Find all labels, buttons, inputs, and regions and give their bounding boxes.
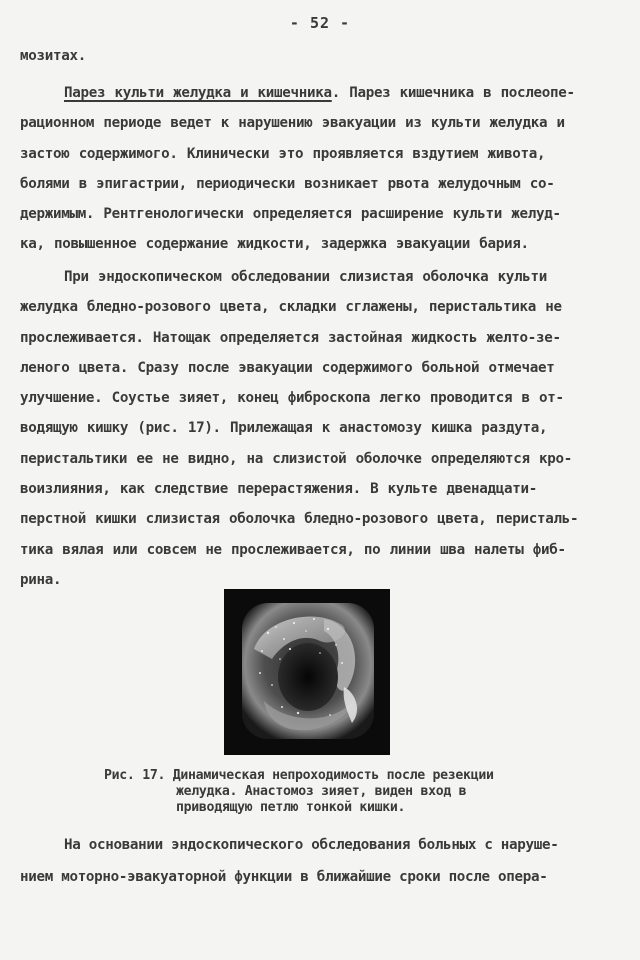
paragraph-endoscopy [20,262,620,595]
text-line: воизлияния, как следствие перерастяжения. В культе двенадцати- [20,481,537,498]
text-line: рина. [20,571,62,588]
text-line: леного цвета. Сразу после эвакуации содержимого больной отмечает [20,359,555,376]
text-line: желудка бледно-розового цвета, складки сглажены, перистальтика не [20,299,562,316]
figure-caption [104,768,574,816]
text-line: перистальтики ее не видно, на слизистой оболочке определяются кро- [20,450,572,467]
text-line: прослеживается. Натощак определяется застойная жидкость желто-зе- [20,329,561,346]
text-line: ка, повышенное содержание жидкости, задержка эвакуации бария. [20,236,529,253]
text-line-rest: . Парез кишечника в послеопе- [331,85,575,101]
text-line: тика вялая или совсем не прослеживается, по линии шва налеты фиб- [20,541,566,558]
text-line: нием моторно-эвакуаторной функции в ближайшие сроки после опера- [20,869,548,885]
text-line: водящую кишку (рис. 17). Прилежащая к анастомозу кишка раздута, [20,420,548,437]
text-line: На основании эндоскопического обследования больных с наруше- [64,837,559,853]
caption-line: Рис. 17. Динамическая непроходимость после резекции [104,768,494,783]
text-line: перстной кишки слизистая оболочка бледно-розового цвета, перисталь- [20,511,579,528]
endoscopy-image [224,589,390,755]
text-line: держимым. Рентгенологически определяется расширение культи желуд- [20,206,561,223]
paragraph-conclusion [20,829,620,893]
text-line: застою содержимого. Клинически это проявляется вздутием живота, [20,145,546,162]
paragraph-paresis [20,78,620,260]
endoscopy-photo [224,589,390,755]
text-line: рационном периоде ведет к нарушению эвакуации из культи желудка и [20,115,565,132]
caption-line: приводящую петлю тонкой кишки. [176,800,406,815]
text-line: болями в эпигастрии, периодически возникает рвота желудочным со- [20,175,555,192]
text-line: При эндоскопическом обследовании слизистая оболочка культи [64,269,548,285]
page-number: - 52 - [289,14,351,32]
section-heading: Парез культи желудка и кишечника [64,85,332,101]
caption-line: желудка. Анастомоз зияет, виден вход в [176,784,467,799]
text-line [20,78,620,108]
text-line: улучшение. Соустье зияет, конец фиброскопа легко проводится в от- [20,390,564,407]
text-line: мозитах. [20,48,86,64]
paragraph-continuation [20,41,620,71]
